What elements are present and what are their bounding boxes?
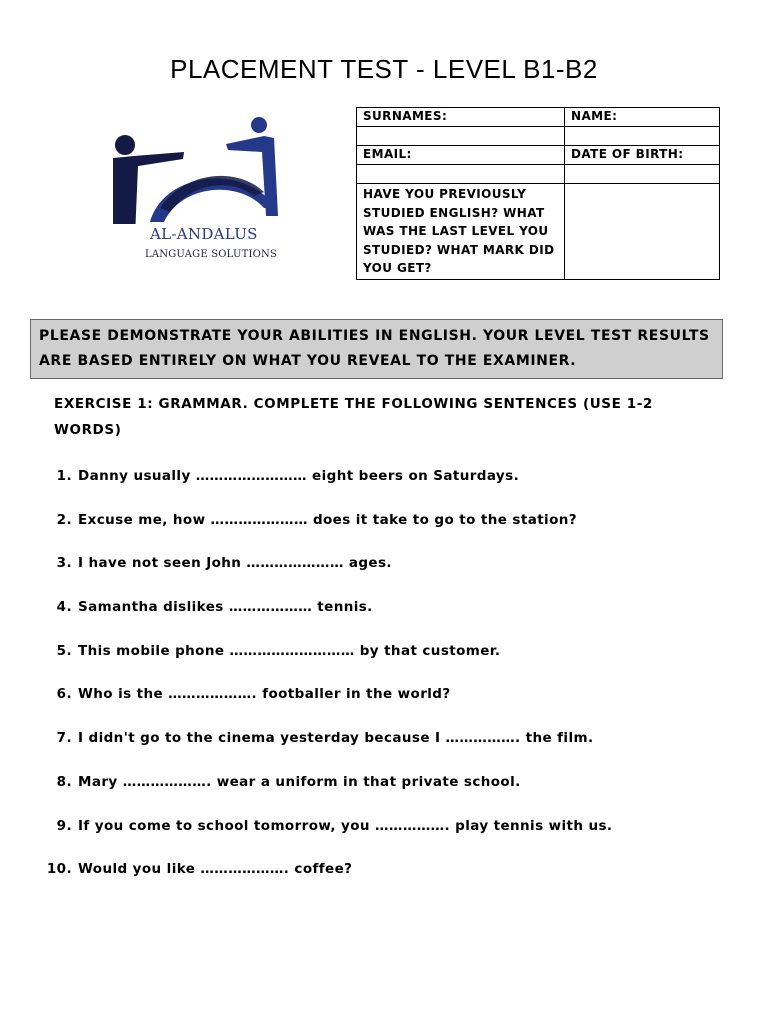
question-text[interactable]: Samantha dislikes ……………… tennis. [78, 599, 373, 615]
question-text[interactable]: Mary ………………. wear a uniform in that private school. [78, 774, 521, 790]
question-item: 8. Mary ………………. wear a uniform in that private school. [56, 774, 521, 790]
question-text[interactable]: I have not seen John ………………… ages. [78, 555, 392, 571]
logo-subtitle: LANGUAGE SOLUTIONS [145, 249, 277, 260]
previous-study-label: HAVE YOU PREVIOUSLY STUDIED ENGLISH? WHAT WAS THE LAST LEVEL YOU STUDIED? WHAT MARK DID YOU GET? [357, 184, 565, 280]
logo-figures-icon [104, 112, 290, 224]
question-text[interactable]: Danny usually …………………… eight beers on Saturdays. [78, 468, 520, 484]
email-field[interactable] [357, 165, 565, 184]
question-item: 4. Samantha dislikes ……………… tennis. [56, 599, 373, 615]
question-text[interactable]: This mobile phone ……………………… by that customer. [78, 643, 501, 659]
surnames-label: SURNAMES: [357, 108, 565, 127]
question-text[interactable]: Excuse me, how ………………… does it take to go to the station? [78, 512, 577, 528]
name-field[interactable] [565, 127, 720, 146]
question-item: 1. Danny usually …………………… eight beers on Saturdays. [56, 468, 520, 484]
question-text[interactable]: I didn't go to the cinema yesterday because I ……………. the film. [78, 730, 594, 746]
question-item: 6. Who is the ………………. footballer in the world? [56, 686, 451, 702]
instructions-notice: PLEASE DEMONSTRATE YOUR ABILITIES IN ENGLISH. YOUR LEVEL TEST RESULTS ARE BASED ENTIRELY ON WHAT YOU REVEAL TO THE EXAMINER. [30, 319, 723, 379]
dob-label: DATE OF BIRTH: [565, 146, 720, 165]
surnames-field[interactable] [357, 127, 565, 146]
page-title: PLACEMENT TEST - LEVEL B1-B2 [170, 54, 598, 84]
question-text[interactable]: Would you like ………………. coffee? [78, 861, 353, 877]
question-item: 5. This mobile phone ……………………… by that customer. [56, 643, 501, 659]
question-text[interactable]: If you come to school tomorrow, you ……………. play tennis with us. [78, 818, 613, 834]
student-info-table [356, 107, 720, 280]
question-item: 10. Would you like ………………. coffee? [46, 861, 353, 877]
question-item: 2. Excuse me, how ………………… does it take to go to the station? [56, 512, 577, 528]
name-label: NAME: [565, 108, 720, 127]
email-label: EMAIL: [357, 146, 565, 165]
question-item: 9. If you come to school tomorrow, you ……………. play tennis with us. [56, 818, 613, 834]
dob-field[interactable] [565, 165, 720, 184]
question-item: 3. I have not seen John ………………… ages. [56, 555, 392, 571]
logo-name: AL-ANDALUS [150, 225, 258, 243]
question-text[interactable]: Who is the ………………. footballer in the world? [78, 686, 451, 702]
exercise-title: EXERCISE 1: GRAMMAR. COMPLETE THE FOLLOWING SENTENCES (USE 1-2 WORDS) [54, 396, 653, 438]
al-andalus-logo [104, 112, 290, 272]
previous-study-field[interactable] [565, 184, 720, 280]
question-item: 7. I didn't go to the cinema yesterday because I ……………. the film. [56, 730, 594, 746]
